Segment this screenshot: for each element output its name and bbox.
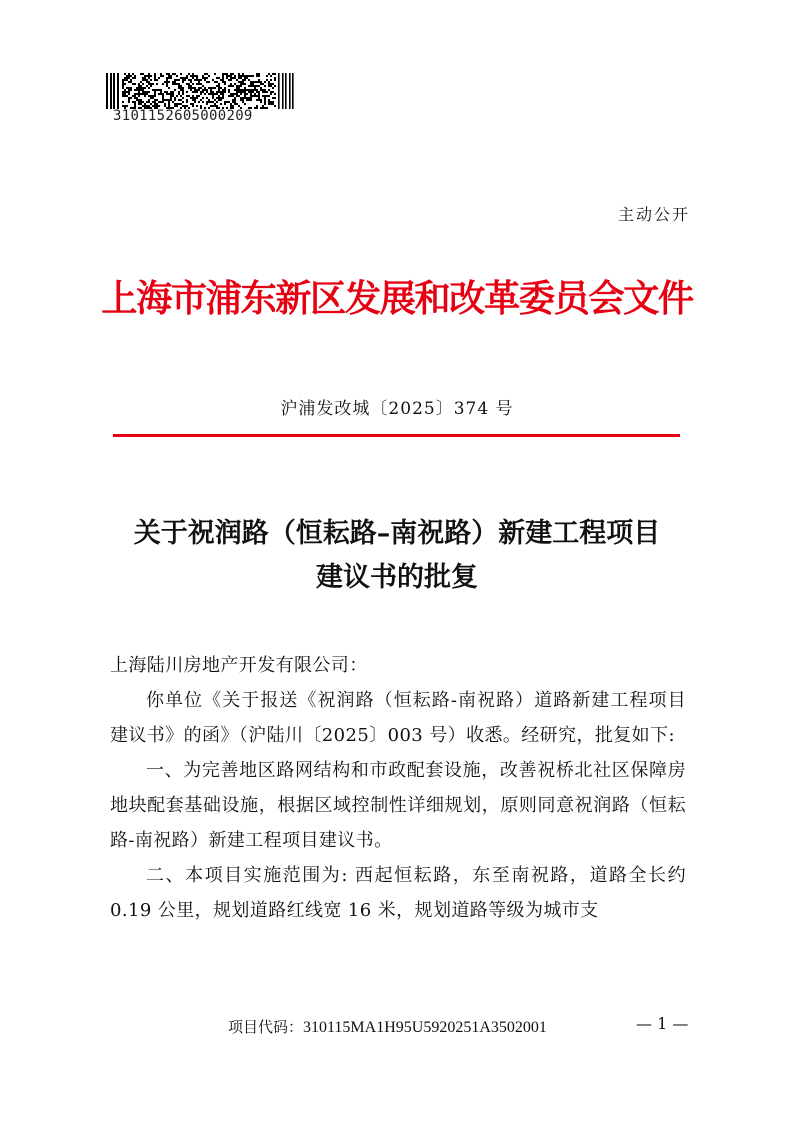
issuer-header: 上海市浦东新区发展和改革委员会文件: [101, 276, 693, 320]
document-number: 沪浦发改城〔2025〕374 号: [280, 399, 514, 419]
barcode-number: 3101152605000209: [113, 108, 253, 124]
project-code-value: 310115MA1H95U5920251A3502001: [303, 1019, 547, 1036]
title-line-2: 建议书的批复: [316, 562, 478, 593]
title-line-1: 关于祝润路（恒耘路–南祝路）新建工程项目: [133, 518, 661, 549]
barcode-graphic: [106, 73, 294, 109]
red-separator-line: [113, 434, 680, 437]
disclosure-label: 主动公开: [617, 205, 690, 224]
recipient: 上海陆川房地产开发有限公司：: [110, 655, 368, 676]
document-title: [0, 512, 794, 600]
project-code: [228, 1016, 547, 1037]
page-number: — 1 —: [636, 1014, 689, 1033]
document-body: [110, 648, 686, 928]
paragraph: 你单位《关于报送《祝润路（恒耘路-南祝路）道路新建工程项目建议书》的函》（沪陆川〔2025〕003 号）收悉。经研究，批复如下:: [110, 690, 686, 746]
paragraph: 二、本项目实施范围为: 西起恒耘路，东至南祝路，道路全长约 0.19 公里，规划道路红线宽 16 米，规划道路等级为城市支: [110, 865, 686, 921]
project-code-label: 项目代码：: [228, 1018, 304, 1036]
paragraph: 一、为完善地区路网结构和市政配套设施，改善祝桥北社区保障房地块配套基础设施，根据区域控制性详细规划，原则同意祝润路（恒耘路-南祝路）新建工程项目建议书。: [110, 760, 686, 851]
